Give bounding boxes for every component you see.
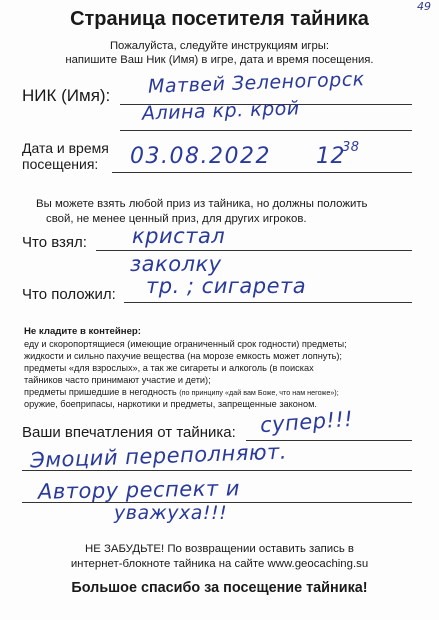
impressions-value-line-1: супер!!! (259, 406, 354, 438)
footer-line-2: интернет-блокноте тайника на сайте www.geocaching.su (70, 558, 369, 570)
warnings-heading: Не кладите в контейнер: (24, 326, 141, 337)
warning-line-4: тайников часто принимают участие и дети); (24, 375, 211, 385)
impressions-value-line-4: уважуха!!! (114, 502, 228, 524)
nick-value-line-2: Алина кр. крой (141, 97, 301, 125)
took-underline (96, 250, 412, 251)
instructions-line-1: Пожалуйста, следуйте инструкциям игры: (109, 40, 330, 52)
warning-line-5: предметы пришедшие в негодность (по принципу «дай вам Боже, что нам негоже»); (24, 387, 339, 397)
warning-line-3: предметы «для взрослых», а так же сигареты и алкоголь (в поисках (24, 363, 314, 373)
impressions-value-line-2: Эмоций переполняют. (29, 439, 288, 473)
date-label-line-2: посещения: (22, 156, 99, 172)
impressions-value-line-3: Автору респект и (37, 476, 241, 504)
impressions-underline-2 (22, 470, 412, 471)
warning-line-6: оружие, боеприпасы, наркотики и предметы, запрещенные законом. (24, 399, 317, 409)
warning-line-2: жидкости и сильно пахучие вещества (на морозе емкость может лопнуть); (24, 351, 342, 361)
took-label: Что взял: (22, 234, 87, 251)
page-title: Страница посетителя тайника (70, 8, 369, 30)
prize-text-line-1: Вы можете взять любой приз из тайника, но должны положить (36, 198, 368, 210)
warning-small-note: (по принципу «дай вам Боже, что нам негоже»); (179, 388, 339, 397)
nick-value-line-1: Матвей Зеленогорск (147, 68, 366, 98)
took-value-line-2: заколку (130, 252, 222, 276)
warning-line-1: еду и скоропортящиеся (имеющие ограниченный срок годности) предметы; (24, 339, 347, 349)
visit-date: 03.08.2022 (130, 144, 271, 169)
instructions-line-2: напишите Ваш Ник (Имя) в игре, дата и время посещения. (65, 54, 374, 66)
put-label: Что положил: (22, 286, 116, 303)
impressions-label: Ваши впечатления от тайника: (22, 424, 236, 441)
date-label-line-1: Дата и время (22, 140, 109, 156)
page-number: 49 (417, 0, 431, 13)
visit-hour: 12 (316, 144, 345, 169)
nick-label: НИК (Имя): (22, 86, 111, 105)
thanks-text: Большое спасибо за посещение тайника! (71, 580, 368, 596)
put-underline (124, 302, 412, 303)
put-value: тр. ; сигарета (146, 274, 307, 298)
visit-minutes: 38 (342, 140, 360, 155)
took-value-line-1: кристал (132, 224, 226, 248)
prize-text-line-2: свой, не менее ценный приз, для других игроков. (46, 213, 307, 225)
nick-underline-2 (120, 130, 412, 131)
date-underline (112, 172, 412, 173)
footer-line-1: НЕ ЗАБУДЬТЕ! По возвращении оставить запись в (85, 543, 354, 555)
